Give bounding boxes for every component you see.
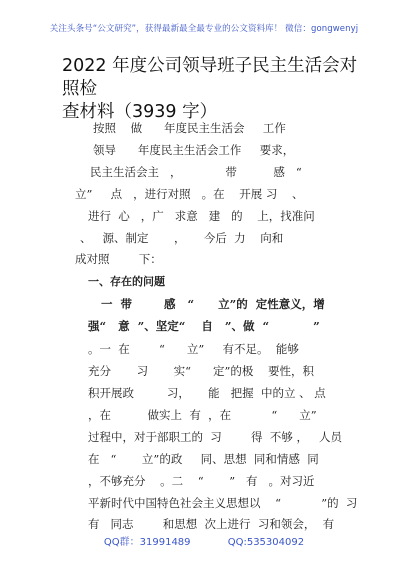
footer-qq-group: QQ群：31991489	[103, 537, 191, 548]
footer-contact	[0, 533, 408, 548]
body-line: 立” 点 ，进行对照 。在 开展 习 、	[75, 187, 304, 201]
body-line: 有 同志 和思想 次上进行 习和领会， 有	[88, 517, 335, 531]
body-line: 、 源、制定 ， 今后 力 向和	[80, 231, 284, 245]
body-line: 民主生活会主 ， 带 感 “	[90, 165, 302, 179]
footer-qq-number: QQ:535304092	[227, 537, 305, 548]
title-line-1: 2022 年度公司领导班子民主生活会对照检	[62, 56, 358, 99]
body-line: 领导 年度民主生活会工作 要求，	[93, 143, 295, 157]
header-banner: 关注头条号“公文研究”，获得最新最全最专业的公文资料库！ 微信：gongwenyj	[49, 24, 359, 34]
body-line: 平新时代中国特色社会主义思想以 “ ”的 习	[88, 496, 358, 510]
body-line: 。一 在 “ 立” 有不足。 能够	[88, 342, 299, 356]
section-heading: 一、存在的问题	[88, 275, 165, 288]
body-line: 成对照 下：	[75, 252, 162, 266]
body-line: 在 “ 立”的政 同、思想 同和情感 同	[88, 452, 319, 466]
body-line: 进行 心 ，广 求意 建 的 上，找准问	[88, 209, 315, 223]
body-line: ，在 做实上 有 ，在 “ 立”	[88, 408, 317, 422]
body-line: 按照 做 年度民主生活会 工作	[93, 121, 286, 135]
body-line: ，不够充分 。二 “ ” 有 。对习近	[88, 474, 315, 488]
body-line-bold: 强“ 意 ”、坚定“ 自 ”、做 “ ”	[88, 319, 320, 333]
document-title	[62, 55, 362, 124]
body-line-bold: 一 带 感 “ 立”的 定性意义，增	[101, 297, 325, 311]
title-line-2: 查材料（3939 字）	[62, 102, 218, 122]
body-line: 过程中，对于部职工的 习 得 不够 ， 人员	[88, 430, 342, 444]
body-line: 积开展政 习， 能 把握 中的立 、 点	[88, 386, 326, 400]
body-line: 充分 习 实“ 定”的极 要性，积	[88, 364, 314, 378]
